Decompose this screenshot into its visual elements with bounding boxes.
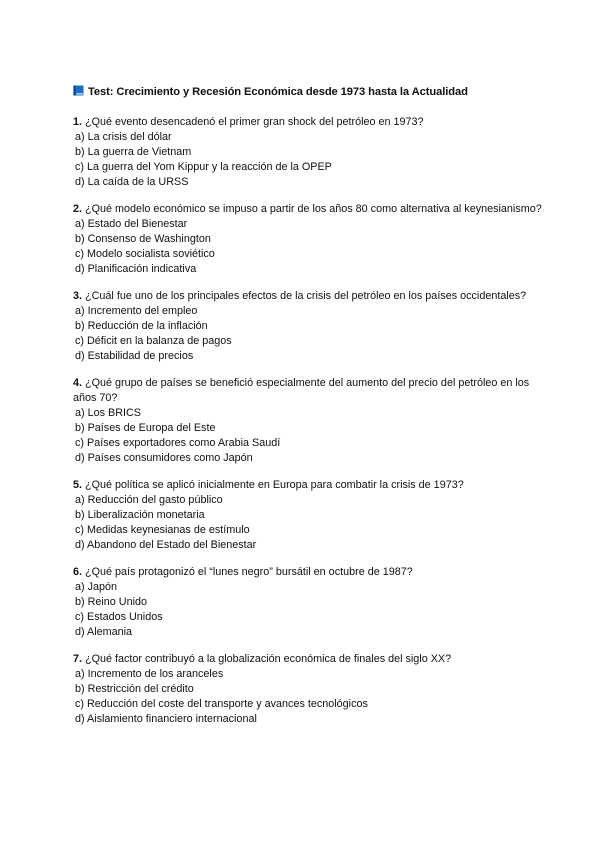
question-block (73, 376, 543, 465)
answer-options (73, 493, 543, 553)
answer-option: b) Países de Europa del Este (75, 421, 216, 434)
answer-options (73, 304, 543, 364)
test-title-text: Test: Crecimiento y Recesión Económica desde 1973 hasta la Actualidad (88, 86, 468, 98)
question-prompt (73, 652, 543, 667)
answer-option: d) Aislamiento financiero internacional (75, 712, 257, 725)
question-text: ¿Cuál fue uno de los principales efectos de la crisis del petróleo en los países occidentales? (85, 290, 527, 303)
answer-option: d) Abandono del Estado del Bienestar (75, 538, 257, 551)
answer-option: a) Estado del Bienestar (75, 217, 188, 230)
answer-option: b) Reducción de la inflación (75, 319, 208, 332)
question-text: ¿Qué factor contribuyó a la globalización económica de finales del siglo XX? (85, 653, 452, 666)
answer-option: a) Los BRICS (75, 406, 142, 419)
question-number: 6. (73, 566, 83, 579)
answer-option: c) Reducción del coste del transporte y avances tecnológicos (75, 697, 368, 710)
answer-option: d) Alemania (75, 625, 133, 638)
question-text: ¿Qué política se aplicó inicialmente en Europa para combatir la crisis de 1973? (85, 479, 464, 492)
answer-option: b) Consenso de Washington (75, 232, 211, 245)
answer-option: a) La crisis del dólar (75, 130, 172, 143)
question-prompt (73, 376, 543, 406)
answer-options (73, 667, 543, 727)
answer-option: a) Incremento del empleo (75, 304, 198, 317)
question-block (73, 289, 543, 364)
question-number: 1. (73, 116, 83, 128)
question-list (73, 115, 543, 739)
answer-option: b) Liberalización monetaria (75, 508, 205, 521)
blue-book-icon (73, 85, 84, 96)
question-number: 7. (73, 653, 83, 666)
answer-option: c) Estados Unidos (75, 610, 163, 623)
answer-option: b) La guerra de Vietnam (75, 145, 192, 158)
answer-option: a) Incremento de los aranceles (75, 668, 224, 680)
test-title (73, 85, 468, 98)
answer-options (73, 580, 543, 640)
question-text: ¿Qué grupo de países se benefició especialmente del aumento del precio del petróleo en los años 70? (73, 377, 530, 404)
answer-option: d) Países consumidores como Japón (75, 451, 253, 464)
question-prompt (73, 565, 543, 580)
question-number: 2. (73, 203, 83, 216)
answer-option: a) Reducción del gasto público (75, 493, 223, 506)
answer-options (73, 406, 543, 466)
answer-option: c) Déficit en la balanza de pagos (75, 334, 232, 347)
answer-option: d) Estabilidad de precios (75, 349, 194, 362)
answer-option: d) La caída de la URSS (75, 175, 189, 188)
question-block (73, 478, 543, 553)
question-prompt (73, 478, 543, 493)
question-block (73, 115, 543, 190)
answer-option: b) Restricción del crédito (75, 682, 194, 695)
question-text: ¿Qué país protagonizó el “lunes negro” bursátil en octubre de 1987? (85, 566, 413, 579)
answer-option: c) Modelo socialista soviético (75, 247, 215, 260)
answer-options (73, 130, 543, 190)
question-number: 5. (73, 479, 83, 492)
question-prompt (73, 202, 543, 217)
question-prompt (73, 115, 543, 130)
question-block (73, 652, 543, 727)
answer-option: c) La guerra del Yom Kippur y la reacción de la OPEP (75, 160, 332, 173)
answer-option: c) Medidas keynesianas de estímulo (75, 523, 250, 536)
answer-options (73, 217, 543, 277)
answer-option: b) Reino Unido (75, 595, 148, 608)
question-block (73, 202, 543, 277)
answer-option: c) Países exportadores como Arabia Saudí (75, 436, 281, 449)
question-text: ¿Qué evento desencadenó el primer gran shock del petróleo en 1973? (85, 116, 424, 128)
question-prompt (73, 289, 543, 304)
answer-option: d) Planificación indicativa (75, 262, 197, 275)
question-block (73, 565, 543, 640)
question-number: 4. (73, 377, 83, 390)
question-text: ¿Qué modelo económico se impuso a partir de los años 80 como alternativa al keynesianismo? (85, 203, 542, 216)
question-number: 3. (73, 290, 83, 303)
answer-option: a) Japón (75, 580, 118, 593)
